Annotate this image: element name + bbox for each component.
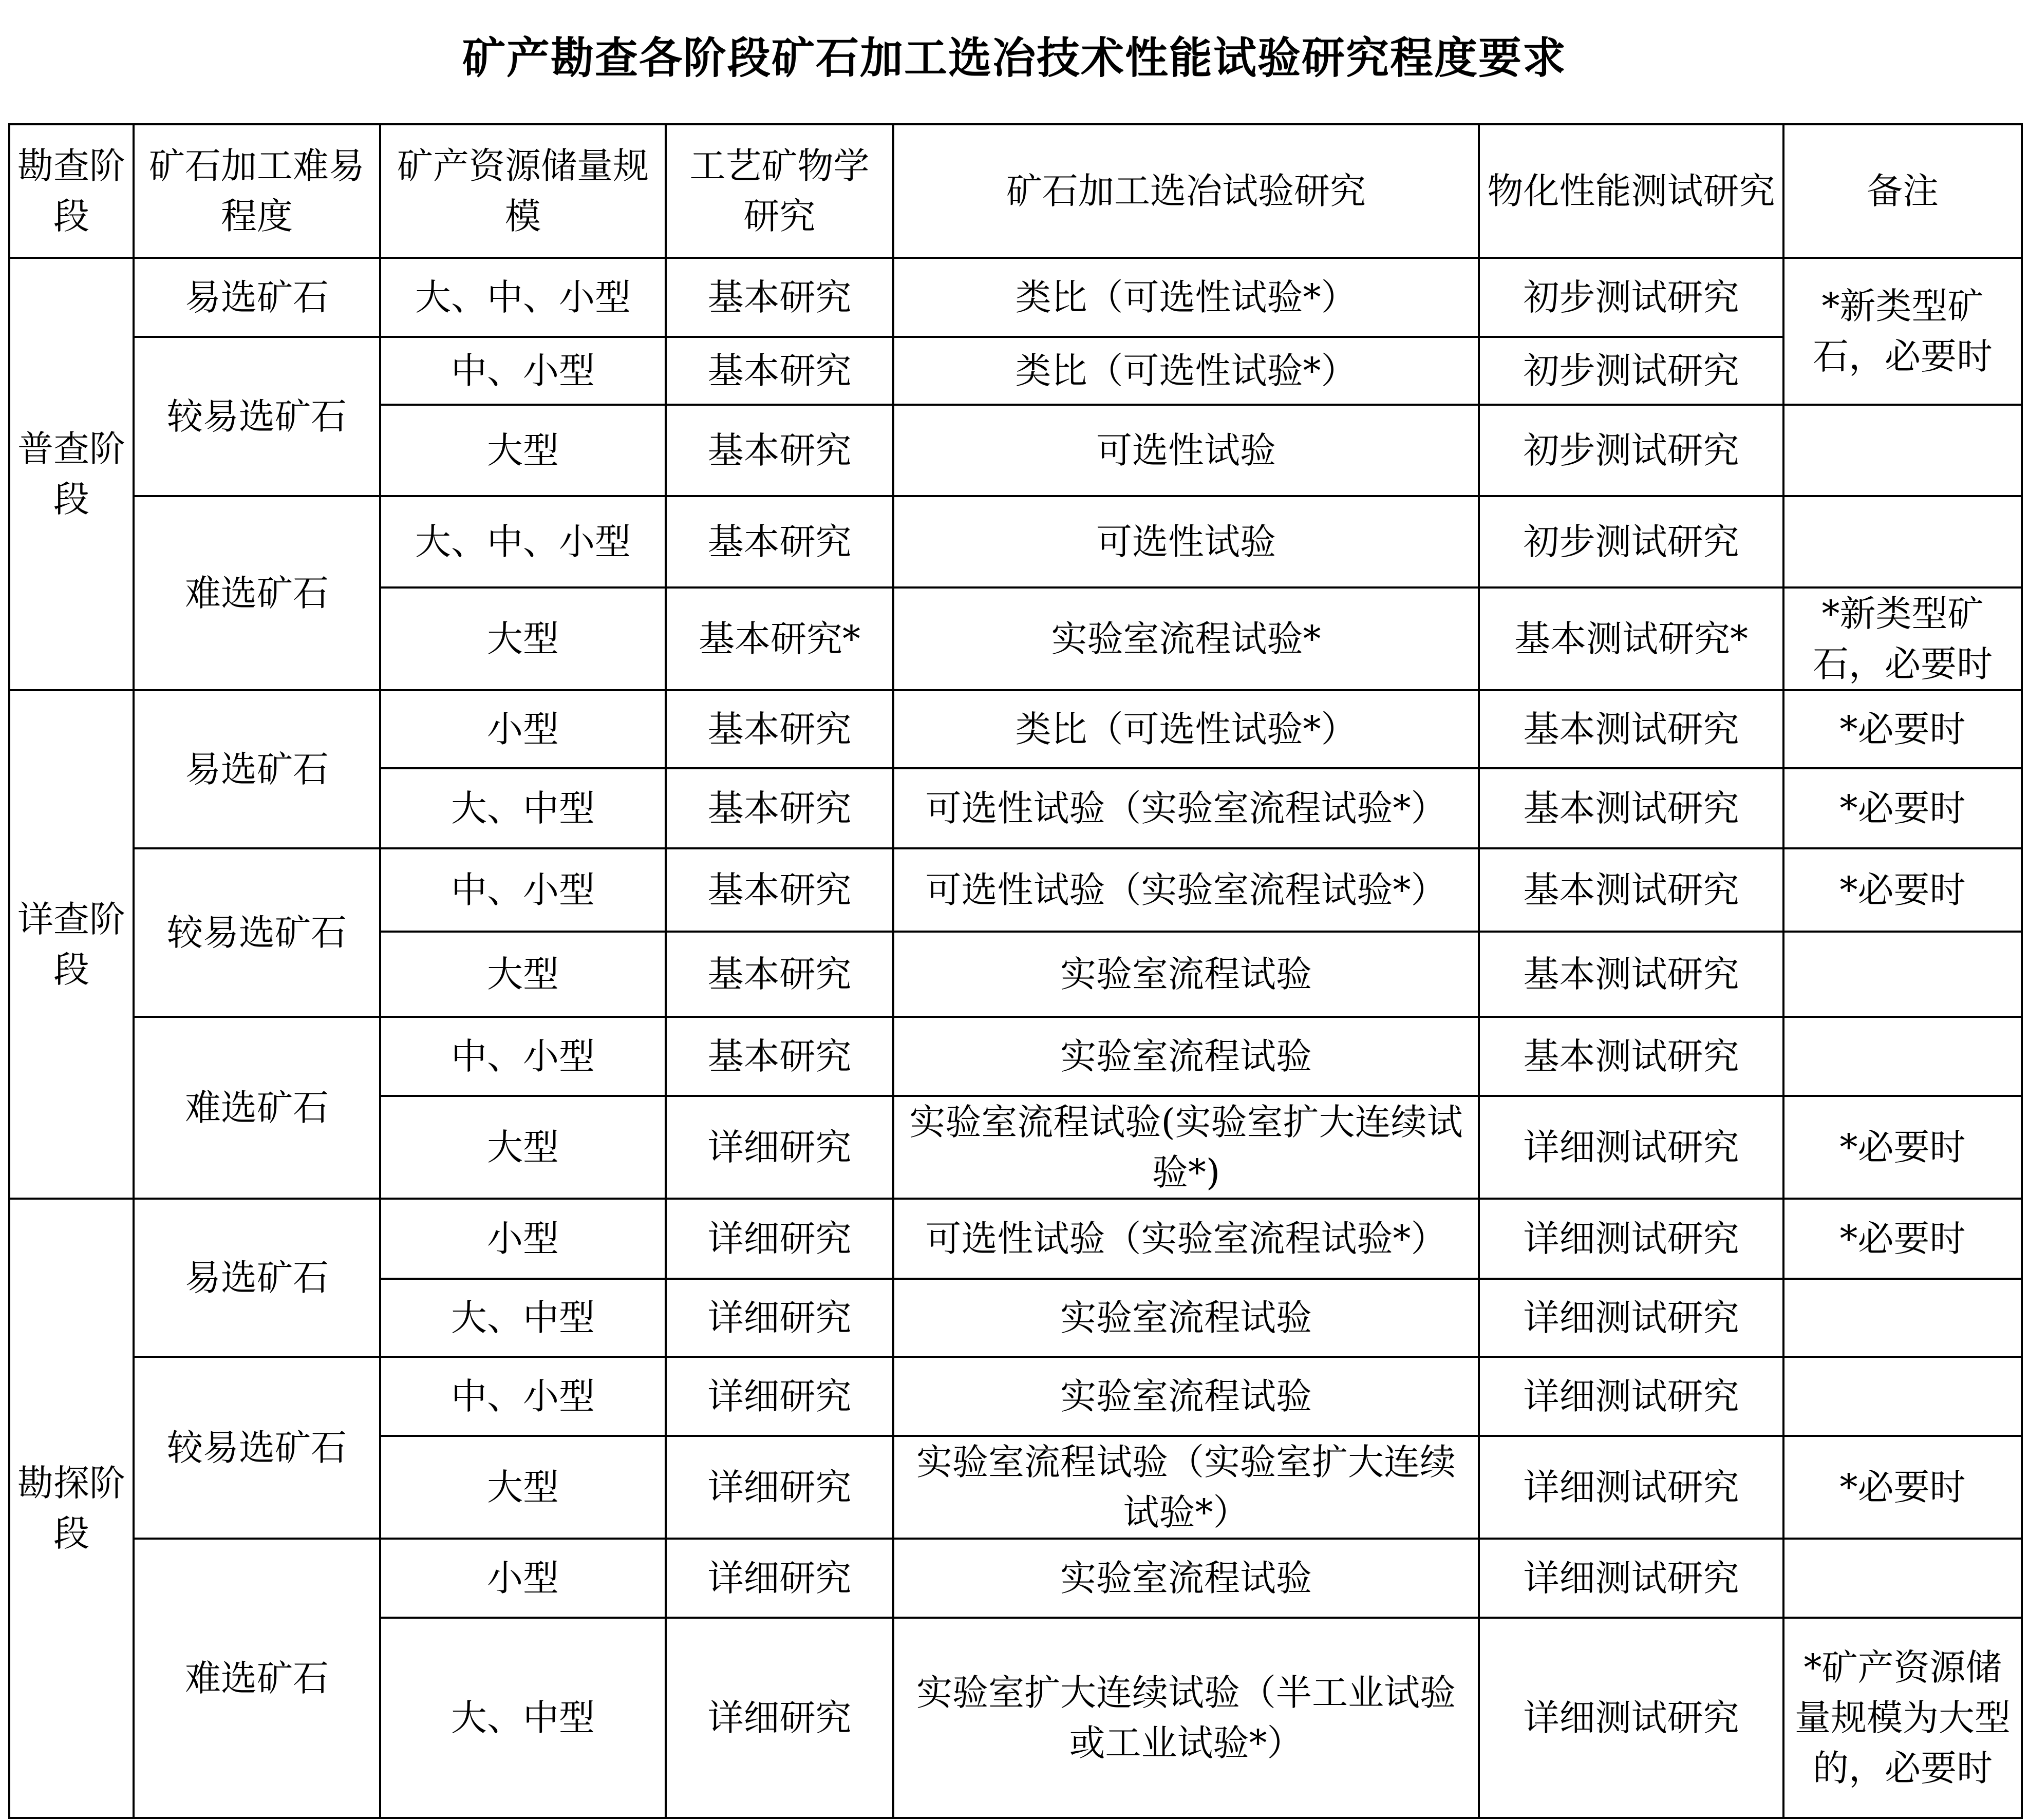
- stage-cell: 详查阶段: [9, 690, 134, 1199]
- note-cell: [1783, 1279, 2022, 1357]
- table-row: [9, 496, 2022, 587]
- scale-cell: 小型: [380, 1199, 666, 1279]
- mineralogy-cell: 详细研究: [666, 1436, 893, 1539]
- header-physchem: 物化性能测试研究: [1479, 124, 1783, 258]
- note-cell: *新类型矿石，必要时: [1783, 258, 2022, 405]
- table-row: [9, 848, 2022, 932]
- mineralogy-cell: 基本研究: [666, 405, 893, 496]
- header-stage: 勘查阶段: [9, 124, 134, 258]
- mineralogy-cell: 基本研究: [666, 496, 893, 587]
- mineralogy-cell: 基本研究*: [666, 587, 893, 690]
- table-row: [9, 1539, 2022, 1618]
- note-cell: *新类型矿石，必要时: [1783, 587, 2022, 690]
- physchem-cell: 详细测试研究: [1479, 1199, 1783, 1279]
- physchem-cell: 详细测试研究: [1479, 1436, 1783, 1539]
- physchem-cell: 初步测试研究: [1479, 258, 1783, 337]
- mineralogy-cell: 基本研究: [666, 848, 893, 932]
- physchem-cell: 详细测试研究: [1479, 1096, 1783, 1199]
- physchem-cell: 初步测试研究: [1479, 405, 1783, 496]
- physchem-cell: 详细测试研究: [1479, 1539, 1783, 1618]
- difficulty-cell: 易选矿石: [134, 690, 380, 848]
- header-test: 矿石加工选冶试验研究: [893, 124, 1479, 258]
- mineralogy-cell: 基本研究: [666, 932, 893, 1017]
- note-cell: *必要时: [1783, 1436, 2022, 1539]
- test-cell: 可选性试验: [893, 496, 1479, 587]
- physchem-cell: 基本测试研究: [1479, 690, 1783, 768]
- stage-cell: 普查阶段: [9, 258, 134, 690]
- scale-cell: 中、小型: [380, 1357, 666, 1436]
- header-difficulty: 矿石加工难易程度: [134, 124, 380, 258]
- scale-cell: 大型: [380, 1096, 666, 1199]
- mineralogy-cell: 详细研究: [666, 1539, 893, 1618]
- test-cell: 类比（可选性试验*）: [893, 690, 1479, 768]
- mineralogy-cell: 详细研究: [666, 1096, 893, 1199]
- test-cell: 类比（可选性试验*）: [893, 337, 1479, 405]
- physchem-cell: 基本测试研究*: [1479, 587, 1783, 690]
- test-cell: 可选性试验（实验室流程试验*）: [893, 1199, 1479, 1279]
- mineralogy-cell: 详细研究: [666, 1279, 893, 1357]
- test-cell: 实验室流程试验*: [893, 587, 1479, 690]
- mineralogy-cell: 详细研究: [666, 1199, 893, 1279]
- scale-cell: 小型: [380, 690, 666, 768]
- test-cell: 可选性试验（实验室流程试验*）: [893, 848, 1479, 932]
- scale-cell: 大型: [380, 587, 666, 690]
- table-row: [9, 1357, 2022, 1436]
- scale-cell: 大型: [380, 932, 666, 1017]
- mineralogy-cell: 详细研究: [666, 1618, 893, 1818]
- scale-cell: 大、中型: [380, 1618, 666, 1818]
- note-cell: [1783, 932, 2022, 1017]
- difficulty-cell: 较易选矿石: [134, 848, 380, 1017]
- table-row: [9, 258, 2022, 337]
- scale-cell: 大、中、小型: [380, 258, 666, 337]
- scale-cell: 中、小型: [380, 1017, 666, 1096]
- test-cell: 实验室流程试验: [893, 1279, 1479, 1357]
- note-cell: *必要时: [1783, 1096, 2022, 1199]
- scale-cell: 大、中、小型: [380, 496, 666, 587]
- scale-cell: 中、小型: [380, 848, 666, 932]
- header-mineralogy: 工艺矿物学研究: [666, 124, 893, 258]
- physchem-cell: 初步测试研究: [1479, 337, 1783, 405]
- test-cell: 实验室流程试验（实验室扩大连续试验*）: [893, 1436, 1479, 1539]
- test-cell: 实验室扩大连续试验（半工业试验或工业试验*）: [893, 1618, 1479, 1818]
- difficulty-cell: 易选矿石: [134, 1199, 380, 1357]
- scale-cell: 小型: [380, 1539, 666, 1618]
- test-cell: 实验室流程试验: [893, 1017, 1479, 1096]
- scale-cell: 大、中型: [380, 1279, 666, 1357]
- table-row: [9, 1199, 2022, 1279]
- mineralogy-cell: 基本研究: [666, 690, 893, 768]
- scale-cell: 中、小型: [380, 337, 666, 405]
- physchem-cell: 详细测试研究: [1479, 1357, 1783, 1436]
- physchem-cell: 基本测试研究: [1479, 1017, 1783, 1096]
- mineralogy-cell: 基本研究: [666, 337, 893, 405]
- note-cell: [1783, 1539, 2022, 1618]
- note-cell: [1783, 496, 2022, 587]
- physchem-cell: 基本测试研究: [1479, 768, 1783, 848]
- header-row: [9, 124, 2022, 258]
- test-cell: 实验室流程试验(实验室扩大连续试验*): [893, 1096, 1479, 1199]
- physchem-cell: 基本测试研究: [1479, 932, 1783, 1017]
- difficulty-cell: 易选矿石: [134, 258, 380, 337]
- table-row: [9, 690, 2022, 768]
- mineralogy-cell: 详细研究: [666, 1357, 893, 1436]
- header-note: 备注: [1783, 124, 2022, 258]
- note-cell: [1783, 1017, 2022, 1096]
- difficulty-cell: 较易选矿石: [134, 337, 380, 496]
- difficulty-cell: 难选矿石: [134, 1539, 380, 1818]
- test-cell: 可选性试验: [893, 405, 1479, 496]
- test-cell: 实验室流程试验: [893, 932, 1479, 1017]
- requirements-table: [8, 123, 2023, 1819]
- difficulty-cell: 难选矿石: [134, 1017, 380, 1199]
- header-scale: 矿产资源储量规模: [380, 124, 666, 258]
- table-row: [9, 1017, 2022, 1096]
- note-cell: *必要时: [1783, 1199, 2022, 1279]
- test-cell: 类比（可选性试验*）: [893, 258, 1479, 337]
- scale-cell: 大型: [380, 1436, 666, 1539]
- physchem-cell: 基本测试研究: [1479, 848, 1783, 932]
- table-row: [9, 337, 2022, 405]
- test-cell: 实验室流程试验: [893, 1539, 1479, 1618]
- mineralogy-cell: 基本研究: [666, 768, 893, 848]
- note-cell: *必要时: [1783, 848, 2022, 932]
- stage-cell: 勘探阶段: [9, 1199, 134, 1818]
- physchem-cell: 初步测试研究: [1479, 496, 1783, 587]
- note-cell: *矿产资源储量规模为大型的，必要时: [1783, 1618, 2022, 1818]
- difficulty-cell: 难选矿石: [134, 496, 380, 690]
- physchem-cell: 详细测试研究: [1479, 1279, 1783, 1357]
- difficulty-cell: 较易选矿石: [134, 1357, 380, 1539]
- note-cell: *必要时: [1783, 768, 2022, 848]
- note-cell: [1783, 1357, 2022, 1436]
- note-cell: [1783, 405, 2022, 496]
- document-title: 矿产勘查各阶段矿石加工选冶技术性能试验研究程度要求: [462, 33, 1567, 83]
- note-cell: *必要时: [1783, 690, 2022, 768]
- mineralogy-cell: 基本研究: [666, 1017, 893, 1096]
- scale-cell: 大型: [380, 405, 666, 496]
- test-cell: 可选性试验（实验室流程试验*）: [893, 768, 1479, 848]
- mineralogy-cell: 基本研究: [666, 258, 893, 337]
- scale-cell: 大、中型: [380, 768, 666, 848]
- test-cell: 实验室流程试验: [893, 1357, 1479, 1436]
- physchem-cell: 详细测试研究: [1479, 1618, 1783, 1818]
